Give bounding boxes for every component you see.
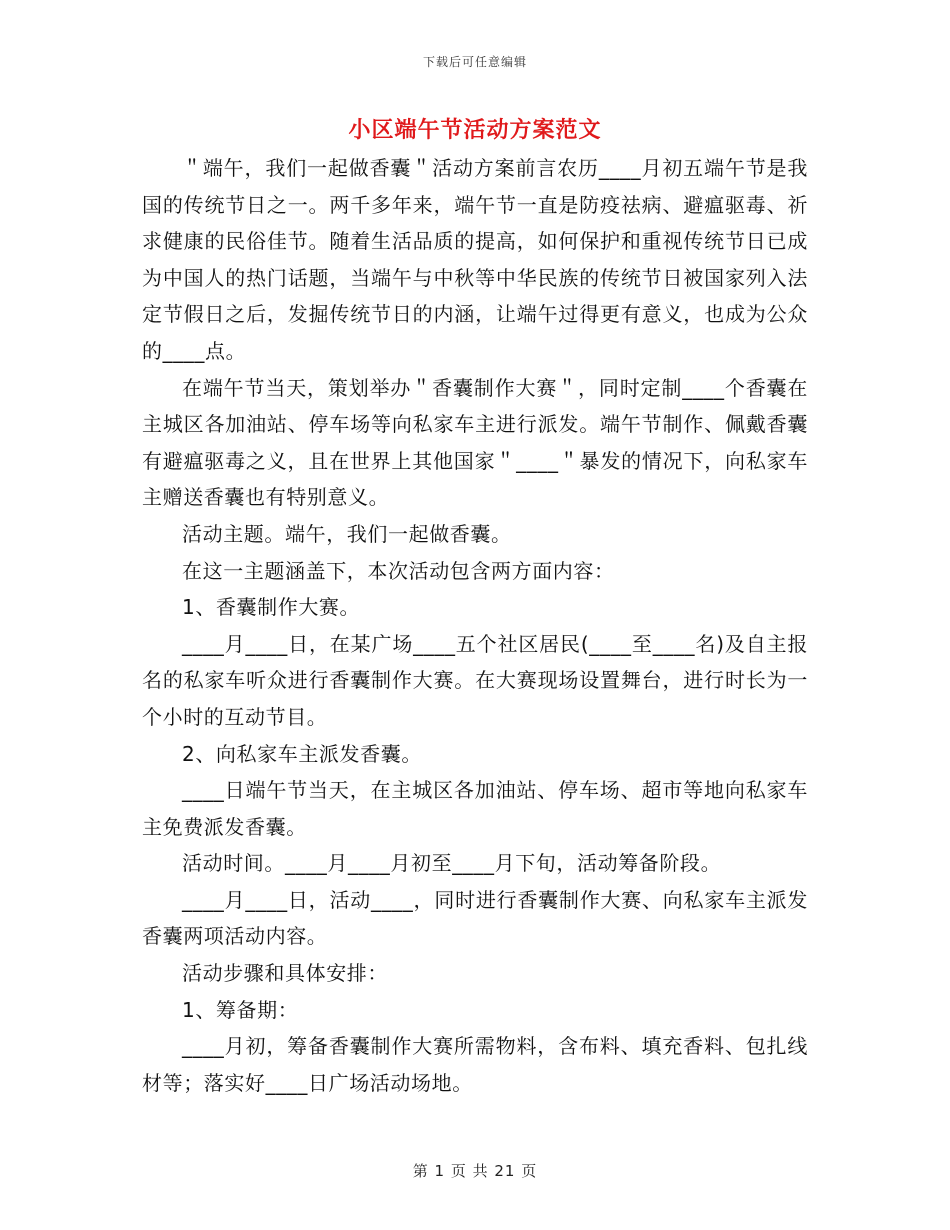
paragraph-schedule-event: ____月____日，活动____，同时进行香囊制作大赛、向私家车主派发香囊两项活动内容。 (142, 887, 808, 949)
paragraph-item-1-detail: ____月____日，在某广场____五个社区居民(____至____名)及自主报名的私家车听众进行香囊制作大赛。在大赛现场设置舞台，进行时长为一个小时的互动节目。 (142, 631, 808, 729)
document-title: 小区端午节活动方案范文 (348, 118, 602, 143)
paragraph-step-1-heading: 1、筹备期： (182, 997, 299, 1022)
page-number: 第 1 页 共 21 页 (412, 1162, 538, 1180)
paragraph-item-2-detail: ____日端午节当天，在主城区各加油站、停车场、超市等地向私家车主免费派发香囊。 (142, 778, 808, 839)
paragraph-preface: ＂端午，我们一起做香囊＂活动方案前言农历____月初五端午节是我国的传统节日之一。两千多年来，端午节一直是防疫祛病、避瘟驱毒、祈求健康的民俗佳节。随着生活品质的提高，如何保护和重视传统节日已成为中国人的热门话题，当端午与中秋等中华民族的传统节日被国家列入法定节假日之后，发掘传统节日的内涵，让端午过得更有意义，也成为公众的____点。 (142, 156, 808, 363)
paragraph-plan-overview: 在端午节当天，策划举办＂香囊制作大赛＂，同时定制____个香囊在主城区各加油站、停车场等向私家车主进行派发。端午节制作、佩戴香囊有避瘟驱毒之义，且在世界上其他国家＂____＂暴发的情况下，向私家车主赠送香囊也有特别意义。 (142, 375, 808, 510)
paragraph-step-1-detail: ____月初，筹备香囊制作大赛所需物料，含布料、填充香料、包扎线材等；落实好____日广场活动场地。 (142, 1034, 808, 1095)
paragraph-item-1-heading: 1、香囊制作大赛。 (182, 595, 361, 620)
paragraph-steps-heading: 活动步骤和具体安排： (182, 961, 388, 986)
document-body (142, 150, 808, 1101)
paragraph-theme: 活动主题。端午，我们一起做香囊。 (182, 521, 512, 546)
paragraph-schedule-prep: 活动时间。____月____月初至____月下旬，活动筹备阶段。 (182, 851, 722, 876)
paragraph-item-2-heading: 2、向私家车主派发香囊。 (182, 741, 422, 766)
page-header-note: 下载后可任意编辑 (422, 55, 527, 69)
paragraph-content-intro: 在这一主题涵盖下，本次活动包含两方面内容： (182, 558, 615, 583)
